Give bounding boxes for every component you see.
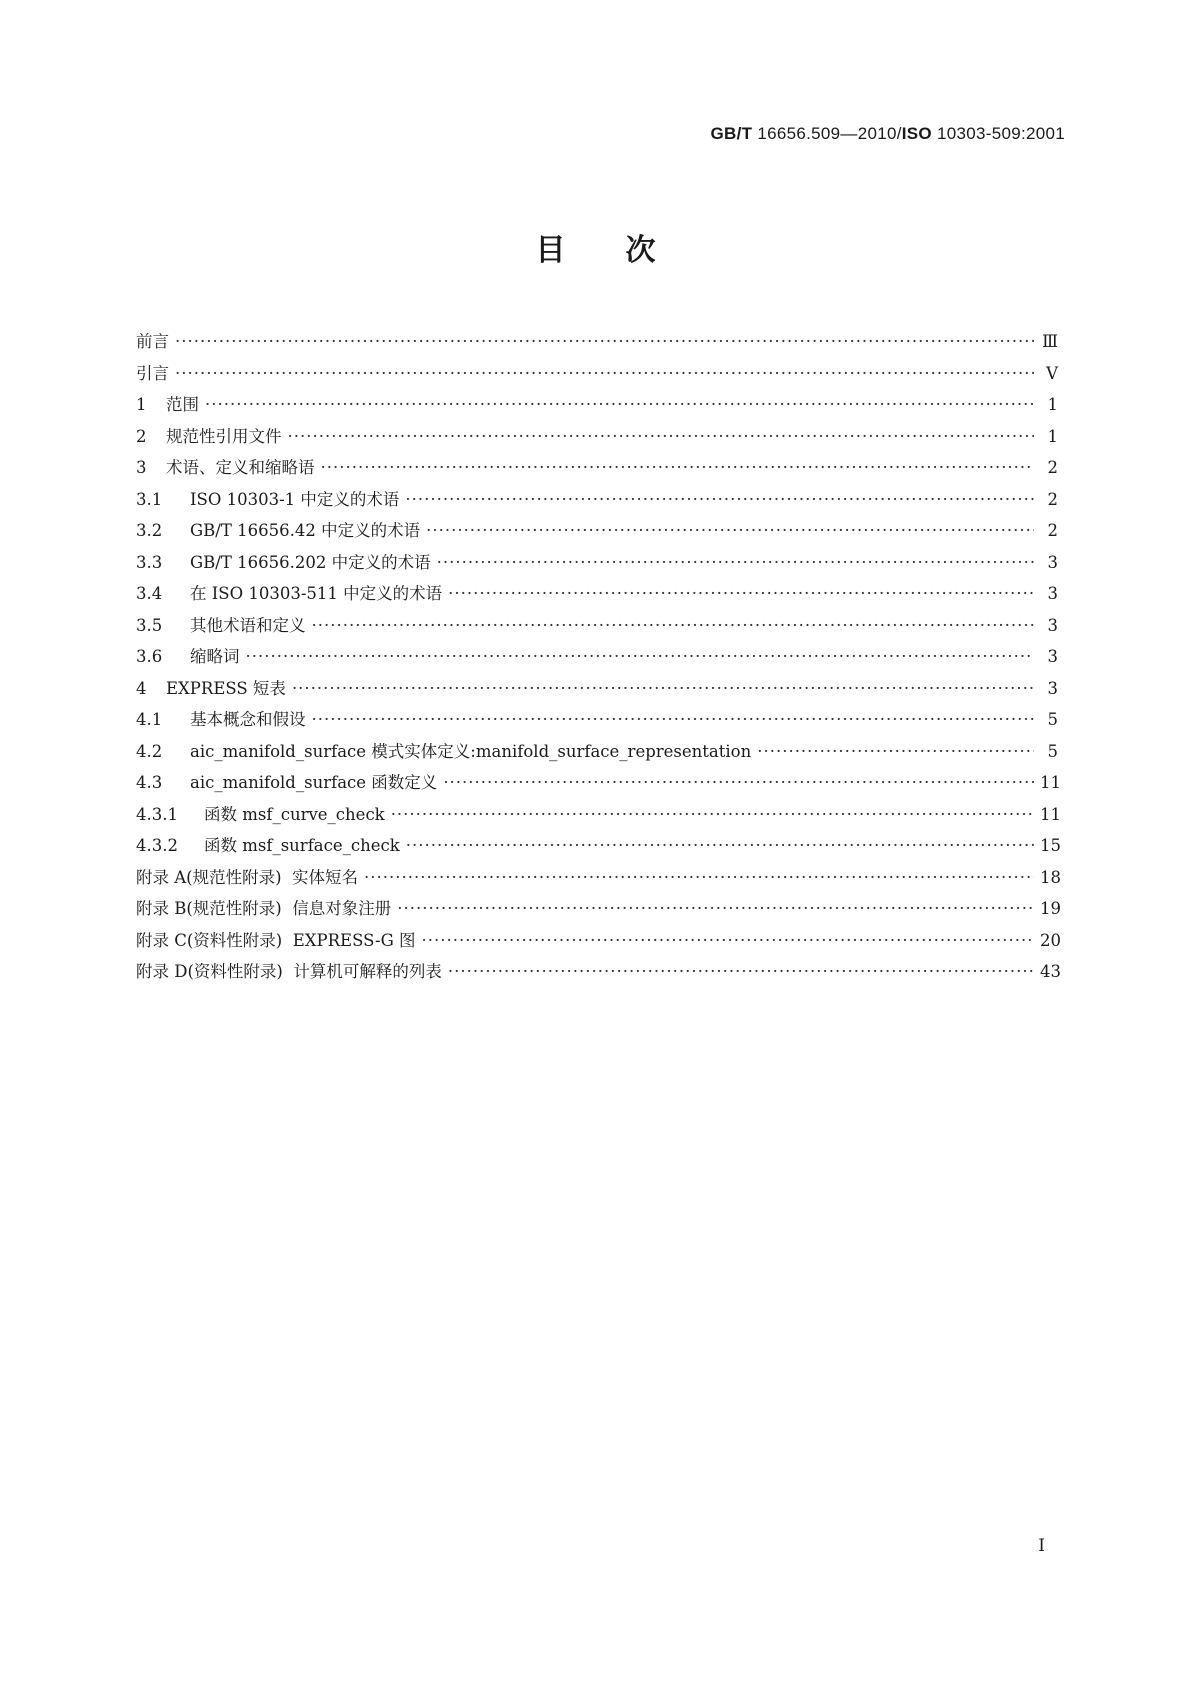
dot-leader <box>312 710 1035 729</box>
toc-entry[interactable] <box>136 864 1061 896</box>
toc-entry-number: 4.1 <box>136 710 163 729</box>
toc-entry-page: 3 <box>1047 647 1058 666</box>
toc-entry-label: 附录 A(规范性附录) 实体短名 <box>136 867 359 887</box>
dot-leader <box>397 899 1034 918</box>
dot-leader <box>448 962 1034 981</box>
toc-entry[interactable] <box>136 454 1058 486</box>
dot-leader <box>246 647 1035 666</box>
toc-entry[interactable] <box>136 706 1058 738</box>
dot-leader <box>312 616 1035 635</box>
dot-leader <box>437 553 1034 572</box>
toc-entry[interactable] <box>136 832 1061 864</box>
gb-number: 16656.509—2010/ <box>752 124 902 143</box>
toc-entry-number: 4 <box>136 678 147 698</box>
toc-entry-number: 3.2 <box>136 521 163 540</box>
toc-entry-label: 前言 <box>136 332 169 351</box>
dot-leader <box>364 868 1034 887</box>
toc-entry-page: 15 <box>1040 836 1061 855</box>
toc-entry-number: 3.6 <box>136 647 163 666</box>
dot-leader <box>443 773 1034 792</box>
toc-entry-page: 3 <box>1047 678 1058 698</box>
dot-leader <box>426 521 1034 540</box>
iso-prefix: ISO <box>901 124 932 143</box>
toc-entry-label: 附录 B(规范性附录) 信息对象注册 <box>136 899 392 918</box>
dot-leader <box>406 836 1034 855</box>
toc-entry[interactable] <box>136 927 1061 959</box>
toc-entry[interactable] <box>136 612 1058 644</box>
toc-entry[interactable] <box>136 580 1058 612</box>
dot-leader <box>292 679 1034 698</box>
toc-entry[interactable] <box>136 360 1058 392</box>
toc-entry[interactable] <box>136 675 1058 707</box>
page-title: 目次 <box>535 233 716 268</box>
toc-entry-page: Ⅲ <box>1042 332 1058 351</box>
toc-entry-page: 2 <box>1047 489 1058 509</box>
standard-code <box>711 124 1066 144</box>
toc-entry-label: EXPRESS 短表 <box>166 678 286 698</box>
toc-entry-page: 5 <box>1047 741 1058 761</box>
toc-entry[interactable] <box>136 958 1061 990</box>
toc-entry-page: 1 <box>1047 426 1058 446</box>
dot-leader <box>391 805 1034 824</box>
toc-entry[interactable] <box>136 738 1058 770</box>
toc-entry-label: 在 ISO 10303-511 中定义的术语 <box>190 584 443 603</box>
toc-entry-number: 3.1 <box>136 489 163 509</box>
toc-entry-label: 规范性引用文件 <box>166 426 282 446</box>
toc-entry-page: 5 <box>1047 710 1058 729</box>
gb-prefix: GB/T <box>710 124 753 143</box>
toc-entry-number: 3.4 <box>136 584 163 603</box>
toc-entry-number: 3 <box>136 458 147 477</box>
toc-entry-page: 18 <box>1040 867 1061 887</box>
toc-entry-page: 3 <box>1047 615 1058 635</box>
toc-entry-page: 43 <box>1040 962 1061 981</box>
toc-entry-number: 4.2 <box>136 741 163 761</box>
toc-entry-number: 4.3.1 <box>136 804 178 824</box>
toc-entry-number: 1 <box>136 395 147 414</box>
toc-entry-page: 3 <box>1047 584 1058 603</box>
toc-entry-label: 引言 <box>136 363 169 383</box>
toc-entry-number: 3.3 <box>136 552 163 572</box>
toc-entry-label: GB/T 16656.42 中定义的术语 <box>190 521 421 540</box>
toc-entry-label: GB/T 16656.202 中定义的术语 <box>190 552 431 572</box>
iso-number: 10303-509:2001 <box>931 124 1065 143</box>
toc-entry-number: 3.5 <box>136 615 163 635</box>
toc-entry[interactable] <box>136 549 1058 581</box>
dot-leader <box>448 584 1034 603</box>
toc-entry-label: aic_manifold_surface 模式实体定义:manifold_surface_representation <box>190 741 752 761</box>
toc-entry-page: 1 <box>1047 395 1058 414</box>
toc-entry[interactable] <box>136 486 1058 518</box>
table-of-contents <box>136 328 1061 990</box>
toc-entry-page: Ⅴ <box>1046 363 1058 383</box>
toc-entry-page: 2 <box>1047 458 1058 477</box>
dot-leader <box>205 395 1034 414</box>
toc-entry-label: 术语、定义和缩略语 <box>166 458 315 477</box>
dot-leader <box>757 742 1034 761</box>
toc-entry-label: 附录 D(资料性附录) 计算机可解释的列表 <box>136 962 442 981</box>
toc-entry[interactable] <box>136 517 1058 549</box>
toc-entry-label: aic_manifold_surface 函数定义 <box>190 773 438 792</box>
toc-entry-number: 4.3 <box>136 773 163 792</box>
dot-leader <box>175 332 1034 351</box>
toc-entry-label: 函数 msf_curve_check <box>204 804 385 824</box>
dot-leader <box>321 458 1035 477</box>
toc-entry[interactable] <box>136 423 1058 455</box>
dot-leader <box>405 490 1034 509</box>
toc-entry-label: ISO 10303-1 中定义的术语 <box>190 489 400 509</box>
toc-entry-page: 3 <box>1047 552 1058 572</box>
dot-leader <box>422 931 1034 950</box>
toc-entry-label: 函数 msf_surface_check <box>204 836 400 855</box>
toc-entry-page: 11 <box>1040 804 1061 824</box>
page-number: Ⅰ <box>1038 1536 1045 1556</box>
toc-entry-number: 2 <box>136 426 147 446</box>
toc-entry[interactable] <box>136 769 1061 801</box>
toc-entry-label: 其他术语和定义 <box>190 615 306 635</box>
toc-entry-page: 2 <box>1047 521 1058 540</box>
toc-entry-label: 范围 <box>166 395 199 414</box>
toc-entry[interactable] <box>136 895 1061 927</box>
toc-entry-page: 11 <box>1040 773 1061 792</box>
toc-entry[interactable] <box>136 328 1058 360</box>
dot-leader <box>175 364 1034 383</box>
dot-leader <box>288 427 1035 446</box>
toc-entry[interactable] <box>136 391 1058 423</box>
toc-entry-label: 基本概念和假设 <box>190 710 306 729</box>
toc-entry-number: 4.3.2 <box>136 836 178 855</box>
toc-entry-label: 缩略词 <box>190 647 240 666</box>
toc-entry-page: 19 <box>1040 899 1061 918</box>
toc-entry-page: 20 <box>1040 930 1061 950</box>
toc-entry-label: 附录 C(资料性附录) EXPRESS-G 图 <box>136 930 416 950</box>
toc-entry[interactable] <box>136 801 1061 833</box>
toc-entry[interactable] <box>136 643 1058 675</box>
